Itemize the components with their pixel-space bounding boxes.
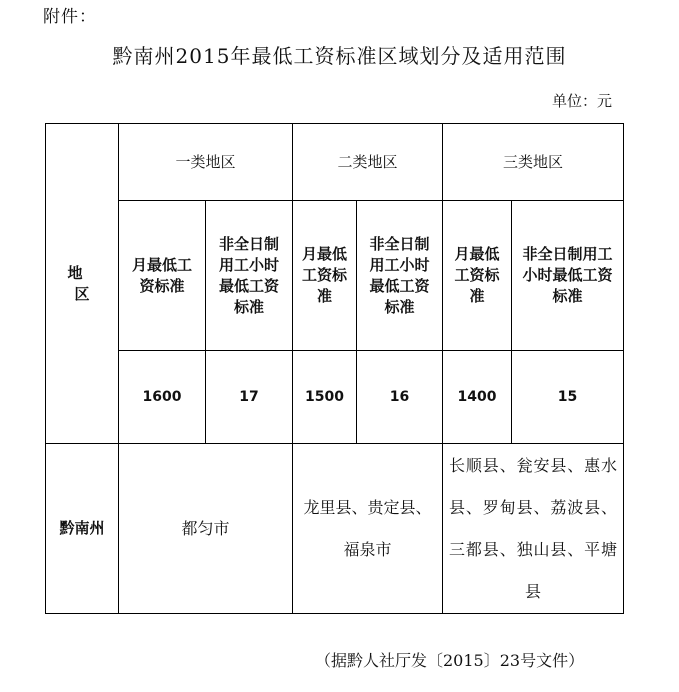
prefecture-label: 黔南州 [46,444,119,614]
category-3-hourly-header: 非全日制用工小时最低工资标准 [512,201,624,351]
category-1-cities: 都匀市 [119,444,293,614]
category-1-header: 一类地区 [119,124,293,201]
category-1-hourly-value: 17 [206,351,293,444]
category-3-cities: 长顺县、瓮安县、惠水县、罗甸县、荔波县、三都县、独山县、平塘县 [443,444,624,614]
category-2-monthly-value: 1500 [293,351,357,444]
category-2-hourly-value: 16 [357,351,443,444]
category-1-monthly-header: 月最低工资标准 [119,201,206,351]
category-2-cities: 龙里县、贵定县、福泉市 [293,444,443,614]
category-2-header: 二类地区 [293,124,443,201]
minimum-wage-table [45,123,624,614]
document-title: 黔南州2015年最低工资标准区域划分及适用范围 [112,44,567,68]
category-3-header: 三类地区 [443,124,624,201]
category-3-hourly-value: 15 [512,351,624,444]
category-1-monthly-value: 1600 [119,351,206,444]
category-1-hourly-header: 非全日制用工小时最低工资标准 [206,201,293,351]
unit-label: 单位：元 [552,92,613,110]
source-note: （据黔人社厅发〔2015〕23号文件） [315,651,585,670]
attachment-label: 附件： [43,7,97,27]
category-3-monthly-value: 1400 [443,351,512,444]
category-2-hourly-header: 非全日制用工小时最低工资标准 [357,201,443,351]
region-column-header: 地 区 [46,124,119,444]
category-3-monthly-header: 月最低工资标准 [443,201,512,351]
category-2-monthly-header: 月最低工资标准 [293,201,357,351]
